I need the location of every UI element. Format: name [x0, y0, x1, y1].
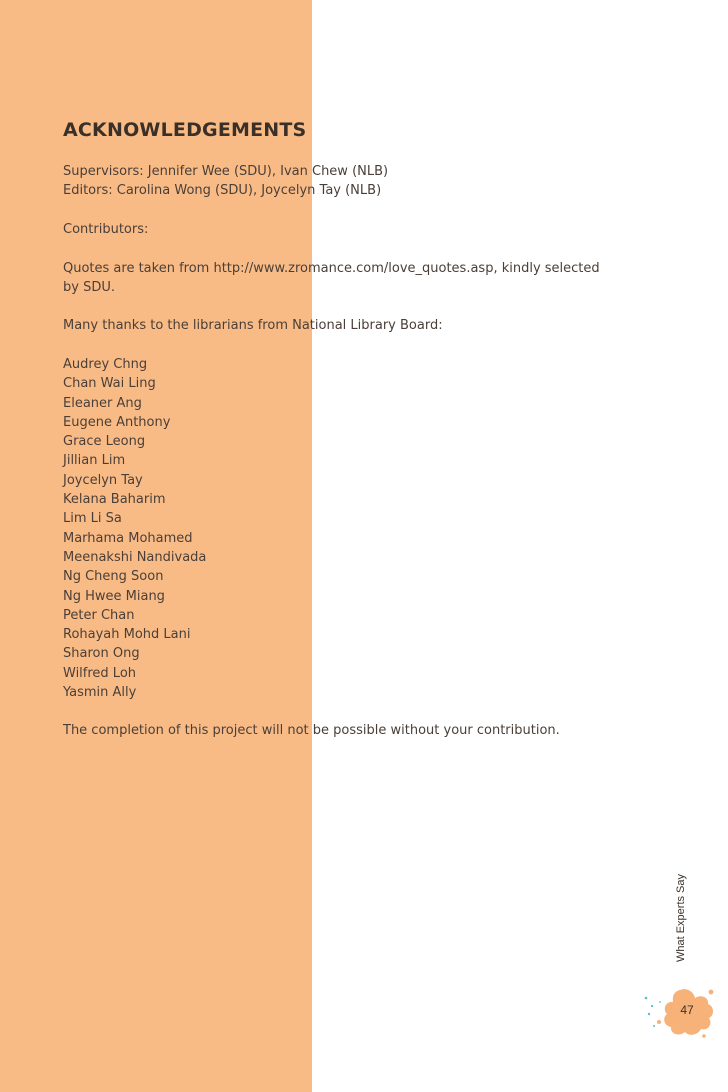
list-item: Jillian Lim: [63, 453, 126, 469]
section-side-label-text: What Experts Say: [675, 873, 687, 963]
accent-dot: [648, 1013, 650, 1015]
list-item: Eugene Anthony: [63, 414, 171, 430]
list-item: Audrey Chng: [63, 357, 148, 372]
contributors-block: [63, 220, 148, 239]
splash-drop: [709, 990, 714, 995]
page-number: 47: [680, 1003, 694, 1017]
list-item: Rohayah Mohd Lani: [63, 627, 191, 643]
editors-line: Editors: Carolina Wong (SDU), Joycelyn Tay (NLB): [63, 183, 382, 199]
list-item: Marhama Mohamed: [63, 530, 193, 546]
accent-dot: [651, 1005, 653, 1007]
list-item: Sharon Ong: [63, 646, 140, 662]
quotes-note-block: [63, 259, 600, 298]
list-item: Eleaner Ang: [63, 395, 142, 411]
contributors-label: Contributors:: [63, 222, 149, 237]
list-item: Joycelyn Tay: [63, 472, 143, 488]
supervisors-line: Supervisors: Jennifer Wee (SDU), Ivan Chew (NLB): [63, 164, 389, 179]
list-item: Wilfred Loh: [63, 665, 137, 681]
thanks-block: [63, 316, 443, 335]
credits-block: [63, 162, 388, 201]
section-side-label: [672, 868, 690, 968]
list-item: Ng Hwee Miang: [63, 588, 165, 604]
list-item: Kelana Baharim: [63, 492, 166, 508]
closing-line: The completion of this project will not be possible without your contribution.: [63, 723, 560, 738]
splash-drop: [657, 1020, 661, 1024]
quotes-note-line-1: Quotes are taken from http://www.zromance.com/love_quotes.asp, kindly selected: [63, 261, 600, 276]
quotes-note-line-2: by SDU.: [63, 280, 115, 296]
thanks-line: Many thanks to the librarians from National Library Board:: [63, 318, 443, 333]
list-item: Ng Cheng Soon: [63, 569, 164, 585]
list-item: Peter Chan: [63, 607, 135, 623]
accent-dot: [645, 997, 648, 1000]
list-item: Chan Wai Ling: [63, 376, 156, 392]
librarian-list: [63, 355, 206, 702]
accent-dot: [659, 1001, 661, 1003]
page-title: ACKNOWLEDGEMENTS: [63, 119, 307, 141]
list-item: Meenakshi Nandivada: [63, 549, 207, 565]
closing-block: [63, 721, 560, 740]
splash-drop: [702, 1034, 706, 1038]
list-item: Grace Leong: [63, 434, 146, 450]
accent-dot: [653, 1025, 655, 1027]
list-item: Yasmin Ally: [63, 685, 137, 701]
page-number-badge: [640, 984, 718, 1040]
list-item: Lim Li Sa: [63, 511, 122, 527]
